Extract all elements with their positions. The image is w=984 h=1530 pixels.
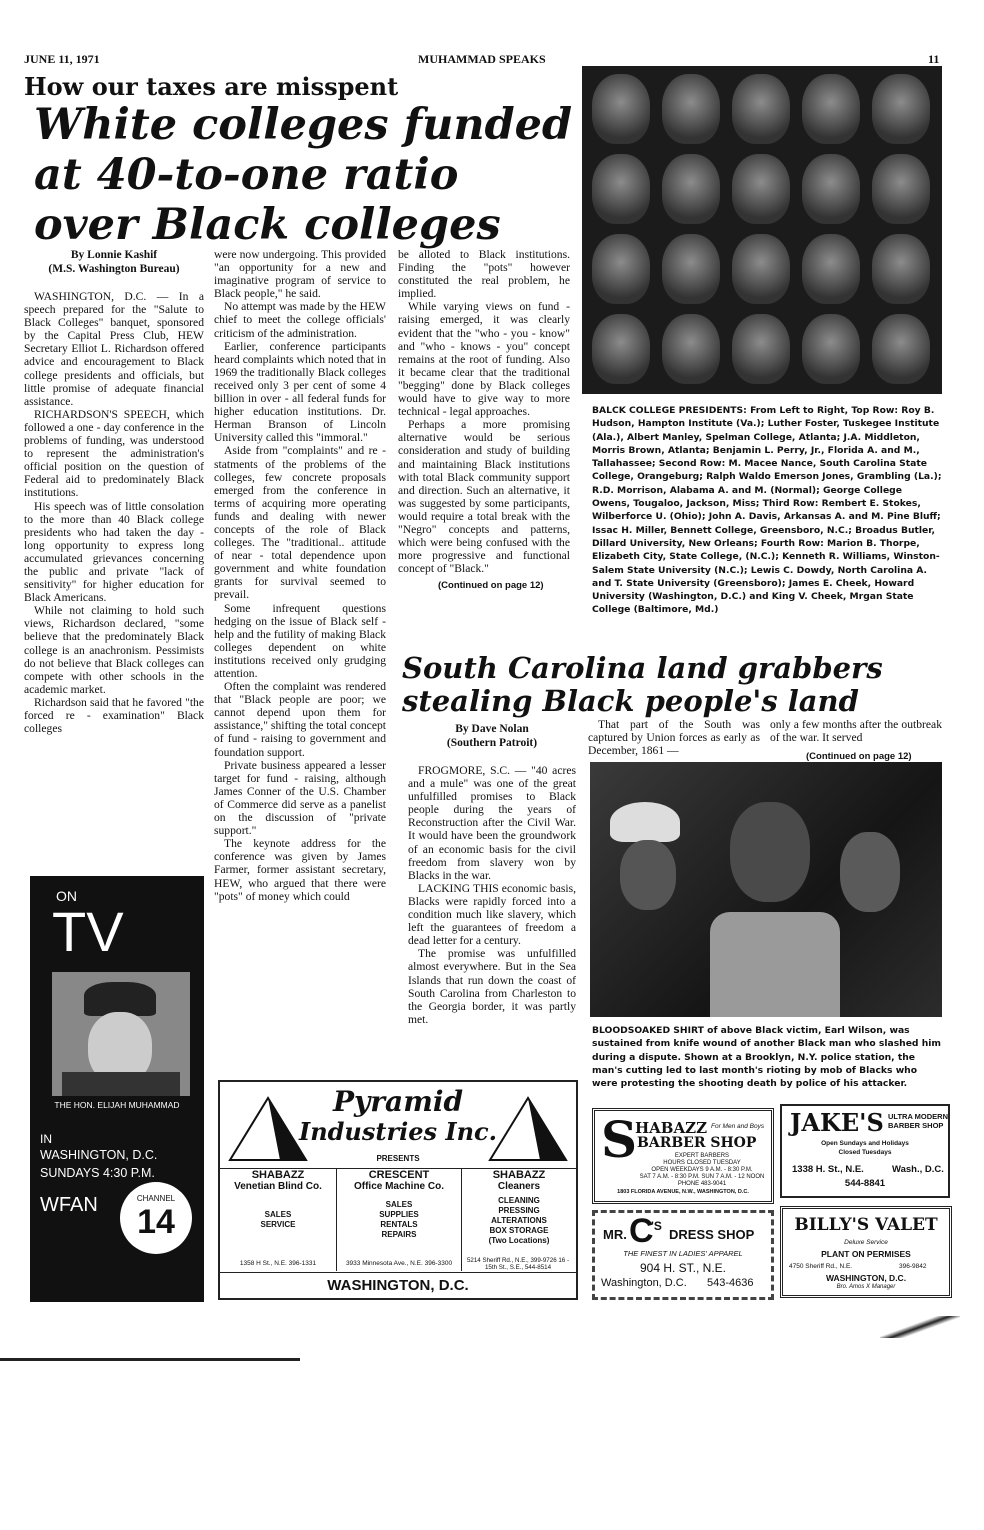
- business-shabazz-cleaners: [462, 1169, 576, 1271]
- paragraph: Aside from "complaints" and re - statments of the problems of the colleges, few concrete proposals emerged from the conference in terms of acquiring more operating funds and dealing with newer concepts of the role of Black colleges. The "traditional.. attitude of near - total dependence upon government and white foundation grants for survival seemed to prevail.: [214, 444, 386, 602]
- headline-line: White colleges funded: [34, 100, 573, 150]
- byline-bureau: (M.S. Washington Bureau): [48, 263, 180, 275]
- billys-phone: 396-9842: [899, 1263, 927, 1270]
- billys-sub: Deluxe Service: [844, 1239, 888, 1246]
- paragraph: were now undergoing. This provided "an opportunity for a new and imaginative program of service to Black people," he said.: [214, 248, 386, 301]
- business-subtitle: Venetian Blind Co.: [234, 1181, 322, 1192]
- headline-line: stealing Black people's land: [402, 684, 859, 718]
- business-title: CRESCENT: [368, 1169, 430, 1181]
- tv-city: WASHINGTON, D.C.: [40, 1148, 158, 1162]
- paragraph: While varying views on fund - raising emerged, it was clearly evident that the "who - you - know" and "who - knows - you" concept remains at the root of funding. Also it became clear that the traditional "begging" done by Black colleges would have to give way to more technical - legal approaches.: [398, 300, 570, 419]
- main-story-column-2: [214, 248, 386, 903]
- issue-date: JUNE 11, 1971: [24, 52, 100, 66]
- jakes-sub: [888, 1112, 948, 1130]
- portrait: [592, 74, 650, 144]
- barber-tag: For Men and Boys: [711, 1123, 765, 1130]
- tv-on: ON: [56, 888, 77, 904]
- portrait: [802, 154, 860, 224]
- second-story-column-1: [408, 722, 576, 1026]
- caption-text: of above Black victim, Earl Wilson, was sustained from knife wound of another Black man who slashed him during a dispute. Shown at a Brooklyn, N.Y. police station, the man's cutting led to last month's rioting by mob of Blacks who were protesting the shooting death by police of his attacker.: [592, 1025, 941, 1090]
- paragraph: Earlier, conference participants heard complaints which noted that in 1969 the traditionally Black colleges received only 3 per cent of some 4 billion in over - all federal funds for higher education institutions. Dr. Herman Branson of Lincoln University called this "immoral.": [214, 339, 386, 445]
- headline-line: South Carolina land grabbers: [402, 651, 883, 685]
- second-story-column-3: [770, 718, 942, 763]
- mrcs-letter: C: [629, 1212, 654, 1250]
- police-station-photo: [590, 762, 942, 1017]
- portrait: [732, 314, 790, 384]
- channel-label: CHANNEL: [136, 1194, 176, 1203]
- column-text: [408, 764, 576, 1026]
- business-service: (Two Locations): [488, 1236, 550, 1245]
- caption-text: From Left to Right, Top Row: Roy B. Hudson, Hampton Institute (Va.); Luther Foster, Tuskegee Institute (Ala.), Albert Manley, Spelman College, Atlanta; J.A. Middleton, Morris Brown, Atlanta; Benjamin L. Perry, Jr., Florida A. and M., Tallahassee; Second Row: M. Macee Nance, South Carolina State College, Orangeburg; Ralph Waldo Emerson Jones, Grambling (La.); R.D. Morrison, Alabama A. and M. (Normal); George College Owens, Tougaloo, Jackson, Miss; Third Row: Rembert E. Stokes, Wilberforce U. (Ohio); John A. Davis, Arkansas A. and M. Pine Bluff; Issac H. Miller, Bennett College, Greensboro, N.C.; Broadus Butler, Dillard University, New Orleans; Fourth Row: Marion B. Thorpe, Elizabeth City, State College, (N.C.); Kenneth R. Williams, Winston-Salem State University (N.C.); Lewis C. Dowdy, North Carolina A. and T. State University (Greensboro); James E. Cheek, Howard University (Washington, D.C.) and King V. Cheek, Mrgan State College (Baltimore, Md.): [592, 405, 942, 616]
- paragraph: No attempt was made by the HEW chief to meet the college officials' criticism of the administration.: [214, 300, 386, 340]
- barber-letter: S: [601, 1110, 638, 1169]
- photo-caption: [592, 404, 942, 617]
- mrcs-tagline: THE FINEST IN LADIES' APPAREL: [623, 1249, 743, 1258]
- portrait: [662, 74, 720, 144]
- jakes-phone: 544-8841: [844, 1178, 886, 1189]
- paragraph: That part of the South was captured by Union forces as early as December, 1861 —: [588, 718, 760, 758]
- jakes-barber-ad: [780, 1104, 950, 1198]
- portrait: [802, 234, 860, 304]
- shabazz-barber-ad: [592, 1108, 774, 1204]
- portrait: [592, 234, 650, 304]
- pyramid-footer: WASHINGTON, D.C.: [220, 1272, 576, 1294]
- mrcs-address: 904 H. ST., N.E.: [639, 1261, 727, 1275]
- portrait: [592, 314, 650, 384]
- billys-plant: PLANT ON PERMISES: [821, 1249, 911, 1259]
- byline: [24, 248, 204, 276]
- paragraph: While not claiming to hold such views, Richardson declared, "some believe that the predominately Black college is an anachronism. Pessimists do not believe that Black colleges can compete with other schools in the academic market.: [24, 604, 204, 696]
- barber-address: 1803 FLORIDA AVENUE, N.W., WASHINGTON, D.C.: [617, 1189, 749, 1195]
- mrcs-name: DRESS SHOP: [669, 1227, 755, 1242]
- barber-name-2: BARBER SHOP: [637, 1135, 757, 1151]
- pyramid-name-1: Pyramid: [332, 1085, 464, 1118]
- paragraph: be alloted to Black institutions. Finding the "pots" however constituted the real problem, he implied.: [398, 248, 570, 301]
- face-shape: [620, 840, 676, 910]
- business-service: BOX STORAGE: [489, 1226, 549, 1235]
- byline-source: (Southern Patroit): [446, 737, 538, 749]
- second-story-column-2: [588, 718, 760, 757]
- tv-title: TV: [52, 900, 124, 963]
- jakes-name: JAKE'S: [790, 1108, 884, 1137]
- channel-number: 14: [137, 1203, 175, 1241]
- business-service: REPAIRS: [381, 1230, 417, 1239]
- portrait: [662, 154, 720, 224]
- business-address: 1358 H St., N.E. 396-1331: [239, 1260, 317, 1267]
- jakes-closed: Closed Tuesdays: [838, 1149, 892, 1156]
- business-service: SUPPLIES: [379, 1210, 419, 1219]
- mr-cs-dress-shop-ad: [592, 1210, 774, 1300]
- tv-station: WFAN: [40, 1194, 98, 1216]
- billys-city: WASHINGTON, D.C.: [825, 1273, 907, 1283]
- portrait: [732, 154, 790, 224]
- paragraph: only a few months after the outbreak of the war. It served: [770, 718, 942, 745]
- jakes-city: Wash., D.C.: [892, 1164, 944, 1175]
- channel-badge: [120, 1182, 192, 1254]
- page-number: 11: [928, 52, 940, 66]
- portrait: [662, 234, 720, 304]
- byline: [408, 722, 576, 750]
- business-subtitle: Office Machine Co.: [353, 1181, 444, 1192]
- face-shape: [730, 802, 810, 902]
- business-service: SALES: [264, 1210, 292, 1219]
- business-service: PRESSING: [498, 1206, 540, 1215]
- portrait: [872, 74, 930, 144]
- paragraph: Some infrequent questions hedging on the issue of Black self - help and the futility of making Black colleges dependent on white institutions received only grudging attention.: [214, 601, 386, 680]
- paragraph: Perhaps a more promising alternative would be serious consideration and study of building and maintaining Black institutions with total Black community support and direction. Such an alternative, it was suggested by some participants, would require a total break with the "Negro" concepts and patterns, which were being confused with the more progressive and functional concept of "Black.": [398, 418, 570, 576]
- portrait: [872, 314, 930, 384]
- paragraph: RICHARDSON'S SPEECH, which followed a one - day conference in the problems of funding, was understood to represent the administration's official position on the question of Federal aid to predominately Black institutions.: [24, 407, 204, 500]
- continued-note: (Continued on page 12): [806, 751, 912, 763]
- jakes-sub2: BARBER SHOP: [888, 1121, 944, 1130]
- column-text: [24, 290, 204, 735]
- main-story-column-1: [24, 248, 204, 735]
- college-presidents-photo: [582, 66, 942, 394]
- tv-in: IN: [40, 1132, 52, 1146]
- business-service: RENTALS: [380, 1220, 418, 1229]
- byline-name: By Dave Nolan: [455, 723, 529, 735]
- barber-phone: PHONE 483-9041: [677, 1181, 727, 1187]
- paragraph: FROGMORE, S.C. — "40 acres and a mule" was one of the great unfulfilled promises to Black people during the years of Reconstruction after the Civil War. It would have been the groundwork of an economic basis for the civil freedom from slavery won by Blacks in the war.: [408, 764, 576, 882]
- portrait: [662, 314, 720, 384]
- jakes-address: 1338 H. St., N.E.: [792, 1164, 864, 1175]
- paragraph: LACKING THIS economic basis, Blacks were rapidly forced into a condition much like slavery, which left the guarantees of freedom a dead letter for a century.: [408, 881, 576, 948]
- story-kicker: How our taxes are misspent: [24, 72, 399, 101]
- portrait: [592, 154, 650, 224]
- paragraph: WASHINGTON, D.C. — In a speech prepared for the "Salute to Black Colleges" banquet, sponsored by the Capital Press Club, HEW Secretary Elliot L. Richardson offered advice and encouragement to Black college presidents and officials, but little promise of adequate financial assistance.: [24, 290, 204, 408]
- scan-mark: [880, 1316, 960, 1338]
- barber-hours: OPEN WEEKDAYS 9 A.M. - 8:30 P.M.: [651, 1167, 753, 1173]
- barber-hours: HOURS CLOSED TUESDAY: [663, 1160, 741, 1166]
- portrait: [802, 74, 860, 144]
- portrait: [802, 314, 860, 384]
- pyramid-industries-ad: [218, 1080, 578, 1300]
- fez-shape: [84, 982, 156, 1016]
- paragraph: Private business appeared a lesser target for fund - raising, although James Conner of the U.S. Chamber of Commerce did serve as a panelist on the discussion of "private support.": [214, 758, 386, 838]
- continued-note: (Continued on page 12): [438, 580, 544, 592]
- business-shabazz-blinds: [220, 1169, 337, 1271]
- business-crescent: [337, 1169, 462, 1271]
- mrcs-prefix: MR.: [603, 1227, 627, 1242]
- suit-shape: [62, 1072, 180, 1096]
- headline-line: over Black colleges: [34, 200, 501, 250]
- main-story-column-3: [398, 248, 570, 592]
- police-cap-shape: [610, 802, 680, 842]
- bloodsoaked-shirt-shape: [710, 912, 840, 1017]
- business-title: SHABAZZ: [492, 1169, 546, 1181]
- paragraph: The promise was unfulfilled almost everywhere. But in the Sea Islands that run down the coast of South Carolina from Charleston to the Georgia border, it was partly met.: [408, 947, 576, 1026]
- caption-lead: BLOODSOAKED SHIRT: [592, 1025, 704, 1036]
- tv-name: THE HON. ELIJAH MUHAMMAD: [54, 1100, 180, 1110]
- paragraph: His speech was of little consolation to the more than 40 Black college presidents who had taken the day - long opportunity to express long accumulated grievances concerning the public and private "lack of sensitivity" for higher education for Black Americans.: [24, 499, 204, 605]
- portrait: [732, 74, 790, 144]
- barber-hours: SAT 7 A.M. - 8:30 P.M. SUN 7 A.M. - 12 NOON: [639, 1174, 765, 1180]
- business-address: 3933 Minnesota Ave., N.E. 396-3300: [345, 1260, 453, 1267]
- business-service: ALTERATIONS: [491, 1216, 547, 1225]
- mrcs-city: Washington, D.C.: [601, 1277, 687, 1289]
- paragraph: The keynote address for the conference was given by James Farmer, former assistant secretary, HEW, who argued that there were "pots" of money which could: [214, 837, 386, 903]
- elijah-muhammad-portrait: [52, 972, 190, 1096]
- jakes-sub1: ULTRA MODERN: [888, 1112, 948, 1121]
- scan-mark: [0, 1358, 300, 1361]
- billys-manager: Bro. Amos X Manager: [836, 1284, 896, 1290]
- mrcs-suffix: 'S: [651, 1219, 662, 1233]
- business-title: SHABAZZ: [251, 1169, 305, 1181]
- photo2-caption: [592, 1024, 942, 1090]
- pyramid-businesses: [220, 1168, 576, 1271]
- billys-valet-ad: [780, 1206, 952, 1298]
- newspaper-name: MUHAMMAD SPEAKS: [418, 52, 546, 66]
- byline-name: By Lonnie Kashif: [70, 249, 158, 261]
- business-service: CLEANING: [498, 1196, 540, 1205]
- jakes-open: Open Sundays and Holidays: [821, 1140, 909, 1147]
- paragraph: Often the complaint was rendered that "Black people are poor; we cannot depend upon them for assistance," shifting the total concept of fund - raising to government and foundation support.: [214, 680, 386, 759]
- mrcs-phone: 543-4636: [707, 1277, 754, 1289]
- portrait: [732, 234, 790, 304]
- headline-line: at 40-to-one ratio: [34, 150, 459, 200]
- portrait: [872, 154, 930, 224]
- business-address: 5214 Sheriff Rd., N.E., 399-9726 16 - 15th St., S.E., 544-8514: [466, 1257, 570, 1271]
- barber-name-1: HABAZZ: [635, 1119, 708, 1137]
- caption-lead: BALCK COLLEGE PRESIDENTS:: [592, 405, 747, 416]
- tv-time: SUNDAYS 4:30 P.M.: [40, 1166, 155, 1180]
- barber-details: [635, 1153, 769, 1188]
- face-shape: [840, 832, 900, 912]
- pyramid-name-2: Industries Inc.: [298, 1117, 498, 1146]
- pyramid-presents: PRESENTS: [376, 1154, 420, 1163]
- business-service: SALES: [385, 1200, 413, 1209]
- tv-advertisement: [30, 876, 204, 1302]
- billys-address: 4750 Sheriff Rd., N.E.: [789, 1263, 853, 1270]
- portrait: [872, 234, 930, 304]
- barber-sub: EXPERT BARBERS: [674, 1153, 730, 1159]
- second-headline: [402, 652, 942, 718]
- business-subtitle: Cleaners: [497, 1181, 541, 1192]
- business-service: SERVICE: [260, 1220, 296, 1229]
- main-headline: [34, 100, 574, 250]
- billys-name: BILLY'S VALET: [794, 1215, 938, 1235]
- paragraph: Richardson said that he favored "the forced re - examination" Black colleges: [24, 695, 204, 736]
